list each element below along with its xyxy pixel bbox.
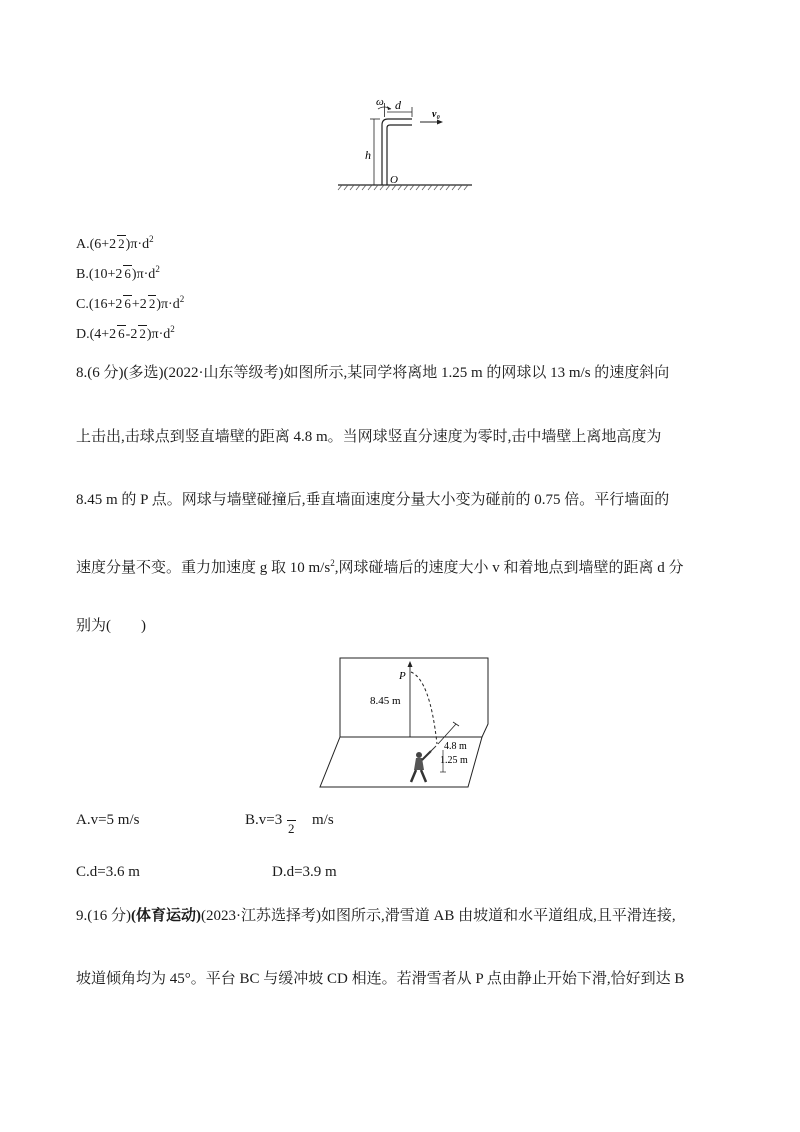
q8-option-d: D.d=3.9 m — [272, 864, 337, 880]
label-dist: 4.8 m — [444, 741, 467, 752]
q8-option-a: A.v=5 m/s — [76, 812, 140, 828]
q8-line-5: 别为( ) — [76, 618, 146, 634]
q8-option-c: C.d=3.6 m — [76, 864, 140, 880]
q9-line-1: 9.(16 分)(体育运动)(2023·江苏选择考)如图所示,滑雪道 AB 由坡道和水平道组成,且平滑连接, — [76, 908, 676, 924]
label-omega: ω — [376, 96, 384, 108]
q8-line-4: 速度分量不变。重力加速度 g 取 10 $m/s^2$,网球碰墙后的速度大小 v 和着地点到墙壁的距离 d 分 — [76, 558, 684, 576]
q8-line-1: 8.(6 分)(多选)(2022·山东等级考)如图所示,某同学将离地 1.25 m 的网球以 13 m/s 的速度斜向 — [76, 365, 670, 381]
q7-option-a: A.(6+2 $2)\pi\cdot d^2$ — [76, 234, 154, 252]
figure-rotating-tube — [330, 95, 480, 200]
q7-option-c: C.(16+2 6+2 $2)\pi\cdot d^2$ — [76, 294, 185, 312]
figure-tennis-wall — [318, 652, 508, 790]
label-v0: v₀ — [432, 109, 440, 120]
q8-option-b: B.v=3 — [245, 812, 283, 828]
label-hit: 1.25 m — [440, 755, 468, 766]
label-O: O — [390, 174, 398, 186]
q8-line-3: 8.45 m 的 P 点。网球与墙壁碰撞后,垂直墙面速度分量大小变为碰前的 0.75 倍。平行墙面的 — [76, 492, 670, 508]
label-height: 8.45 m — [370, 695, 401, 707]
q8-option-b-unit: m/s — [312, 812, 334, 828]
q7-option-b: B.(10+2 $6)\pi\cdot d^2$ — [76, 264, 160, 282]
label-d: d — [395, 98, 401, 112]
q7-option-d: D.(4+2 6-2 $2)\pi\cdot d^2$ — [76, 324, 175, 342]
player-figure — [411, 746, 436, 782]
label-p: P — [399, 670, 406, 682]
q8-option-b-radical: 2 — [288, 821, 295, 836]
label-h: h — [365, 148, 371, 162]
q9-line-2: 坡道倾角均为 45°。平台 BC 与缓冲坡 CD 相连。若滑雪者从 P 点由静止开始下滑,恰好到达 B — [76, 971, 685, 987]
q8-line-2: 上击出,击球点到竖直墙壁的距离 4.8 m。当网球竖直分速度为零时,击中墙壁上离地高度为 — [76, 429, 662, 445]
